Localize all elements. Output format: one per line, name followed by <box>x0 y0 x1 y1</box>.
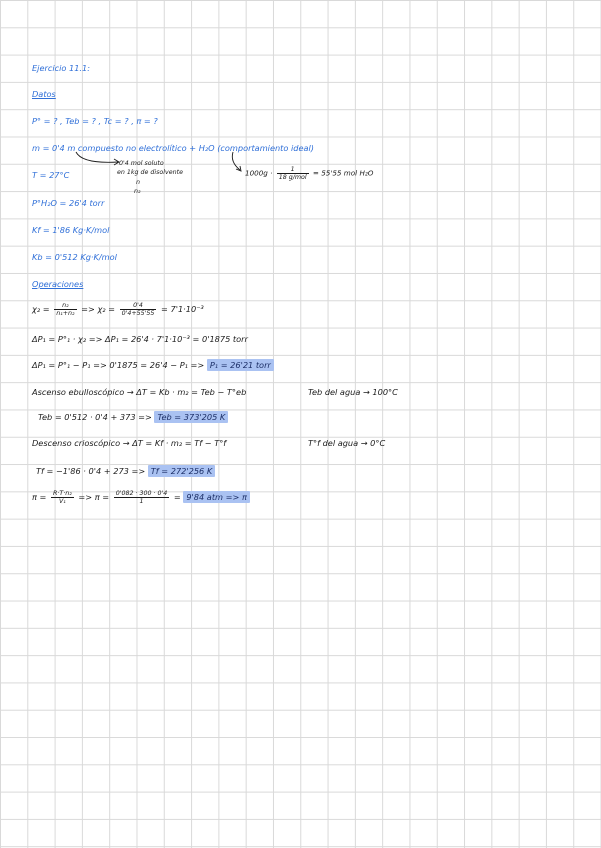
pi-mid: => π = <box>78 492 110 502</box>
unknowns-line: P° = ? , Teb = ? , Tc = ? , π = ? <box>32 116 158 126</box>
temperature-line: T = 27°C <box>32 170 70 180</box>
tf-calc-line <box>36 465 215 477</box>
x2-result: = 7'1·10⁻³ <box>161 304 204 314</box>
ebullioscopic-note: Teb del agua → 100°C <box>308 387 398 397</box>
teb-calc-line <box>38 411 228 423</box>
operaciones-heading: Operaciones <box>32 279 84 289</box>
water-calc-fraction <box>277 166 309 181</box>
delta-p-line-2 <box>32 359 274 371</box>
ebullioscopic-line: Ascenso ebulloscópico → ΔT = Kb · m₂ = Teb − T°eb <box>32 387 247 397</box>
kb-constant: Kb = 0'512 Kg·K/mol <box>32 252 117 262</box>
tf-text: Tf = −1'86 · 0'4 + 273 => <box>36 466 146 476</box>
teb-text: Teb = 0'512 · 0'4 + 373 => <box>38 412 152 422</box>
x2-frac1-den: n₁+n₂ <box>56 310 75 317</box>
note-n: n <box>136 179 140 186</box>
water-calc-prefix: 1000g · <box>245 168 273 178</box>
x2-frac2-den: 0'4+55'55 <box>121 310 155 317</box>
pi-lhs: π = <box>32 492 47 502</box>
x2-fraction-1 <box>54 302 76 317</box>
mole-fraction-line <box>32 302 204 317</box>
pi-result-highlight: 9'84 atm => π <box>183 491 250 503</box>
x2-mid: => χ₂ = <box>81 304 116 314</box>
pi-frac2-num: 0'082 · 300 · 0'4 <box>115 490 168 497</box>
pi-eq: = <box>173 492 181 502</box>
water-calc-num: 1 <box>277 166 309 174</box>
delta-p-line-1: ΔP₁ = P°₁ · χ₂ => ΔP₁ = 26'4 · 7'1·10⁻³ = 0'1875 torr <box>32 334 248 344</box>
osmotic-pressure-line <box>32 490 250 505</box>
cryoscopic-line: Descenso crioscópico → ΔT = Kf · m₂ = Tf − T°f <box>32 438 227 448</box>
x2-fraction-2 <box>120 302 157 317</box>
exercise-title: Ejercicio 11.1: <box>32 63 91 73</box>
hook-arrow-icon <box>228 150 246 174</box>
note-n2: n₂ <box>134 188 141 195</box>
pi-frac1-num: R·T·n₂ <box>53 490 72 497</box>
water-vapor-pressure: P°H₂O = 26'4 torr <box>32 198 105 208</box>
mass-line: m = 0'4 m compuesto no electrolítico + H₂O (comportamiento ideal) <box>32 143 314 153</box>
note-kg-disolvente: en 1kg de disolvente <box>117 169 183 176</box>
x2-frac2-num: 0'4 <box>120 302 157 310</box>
pi-frac2-den: 1 <box>139 498 144 505</box>
datos-heading: Datos <box>32 89 56 99</box>
water-calc-den: 18 g/mol <box>278 174 307 181</box>
pi-fraction-1 <box>51 490 74 505</box>
water-moles-calc <box>245 166 373 181</box>
water-calc-result: = 55'55 mol H₂O <box>312 168 374 178</box>
x2-frac1-num: n₂ <box>54 302 76 310</box>
kf-constant: Kf = 1'86 Kg·K/mol <box>32 225 110 235</box>
dp2-result-highlight: P₁ = 26'21 torr <box>207 359 274 371</box>
note-mol-soluto: 0'4 mol soluto <box>119 160 164 167</box>
x2-lhs: χ₂ = <box>32 304 50 314</box>
pi-fraction-2 <box>114 490 170 505</box>
dp2-text: ΔP₁ = P°₁ − P₁ => 0'1875 = 26'4 − P₁ => <box>32 360 205 370</box>
cryoscopic-note: T°f del agua → 0°C <box>308 438 386 448</box>
teb-result-highlight: Teb = 373'205 K <box>154 411 228 423</box>
pi-frac1-den: V₁ <box>58 498 66 505</box>
tf-result-highlight: Tf = 272'256 K <box>148 465 215 477</box>
curved-arrow-icon <box>74 150 122 168</box>
